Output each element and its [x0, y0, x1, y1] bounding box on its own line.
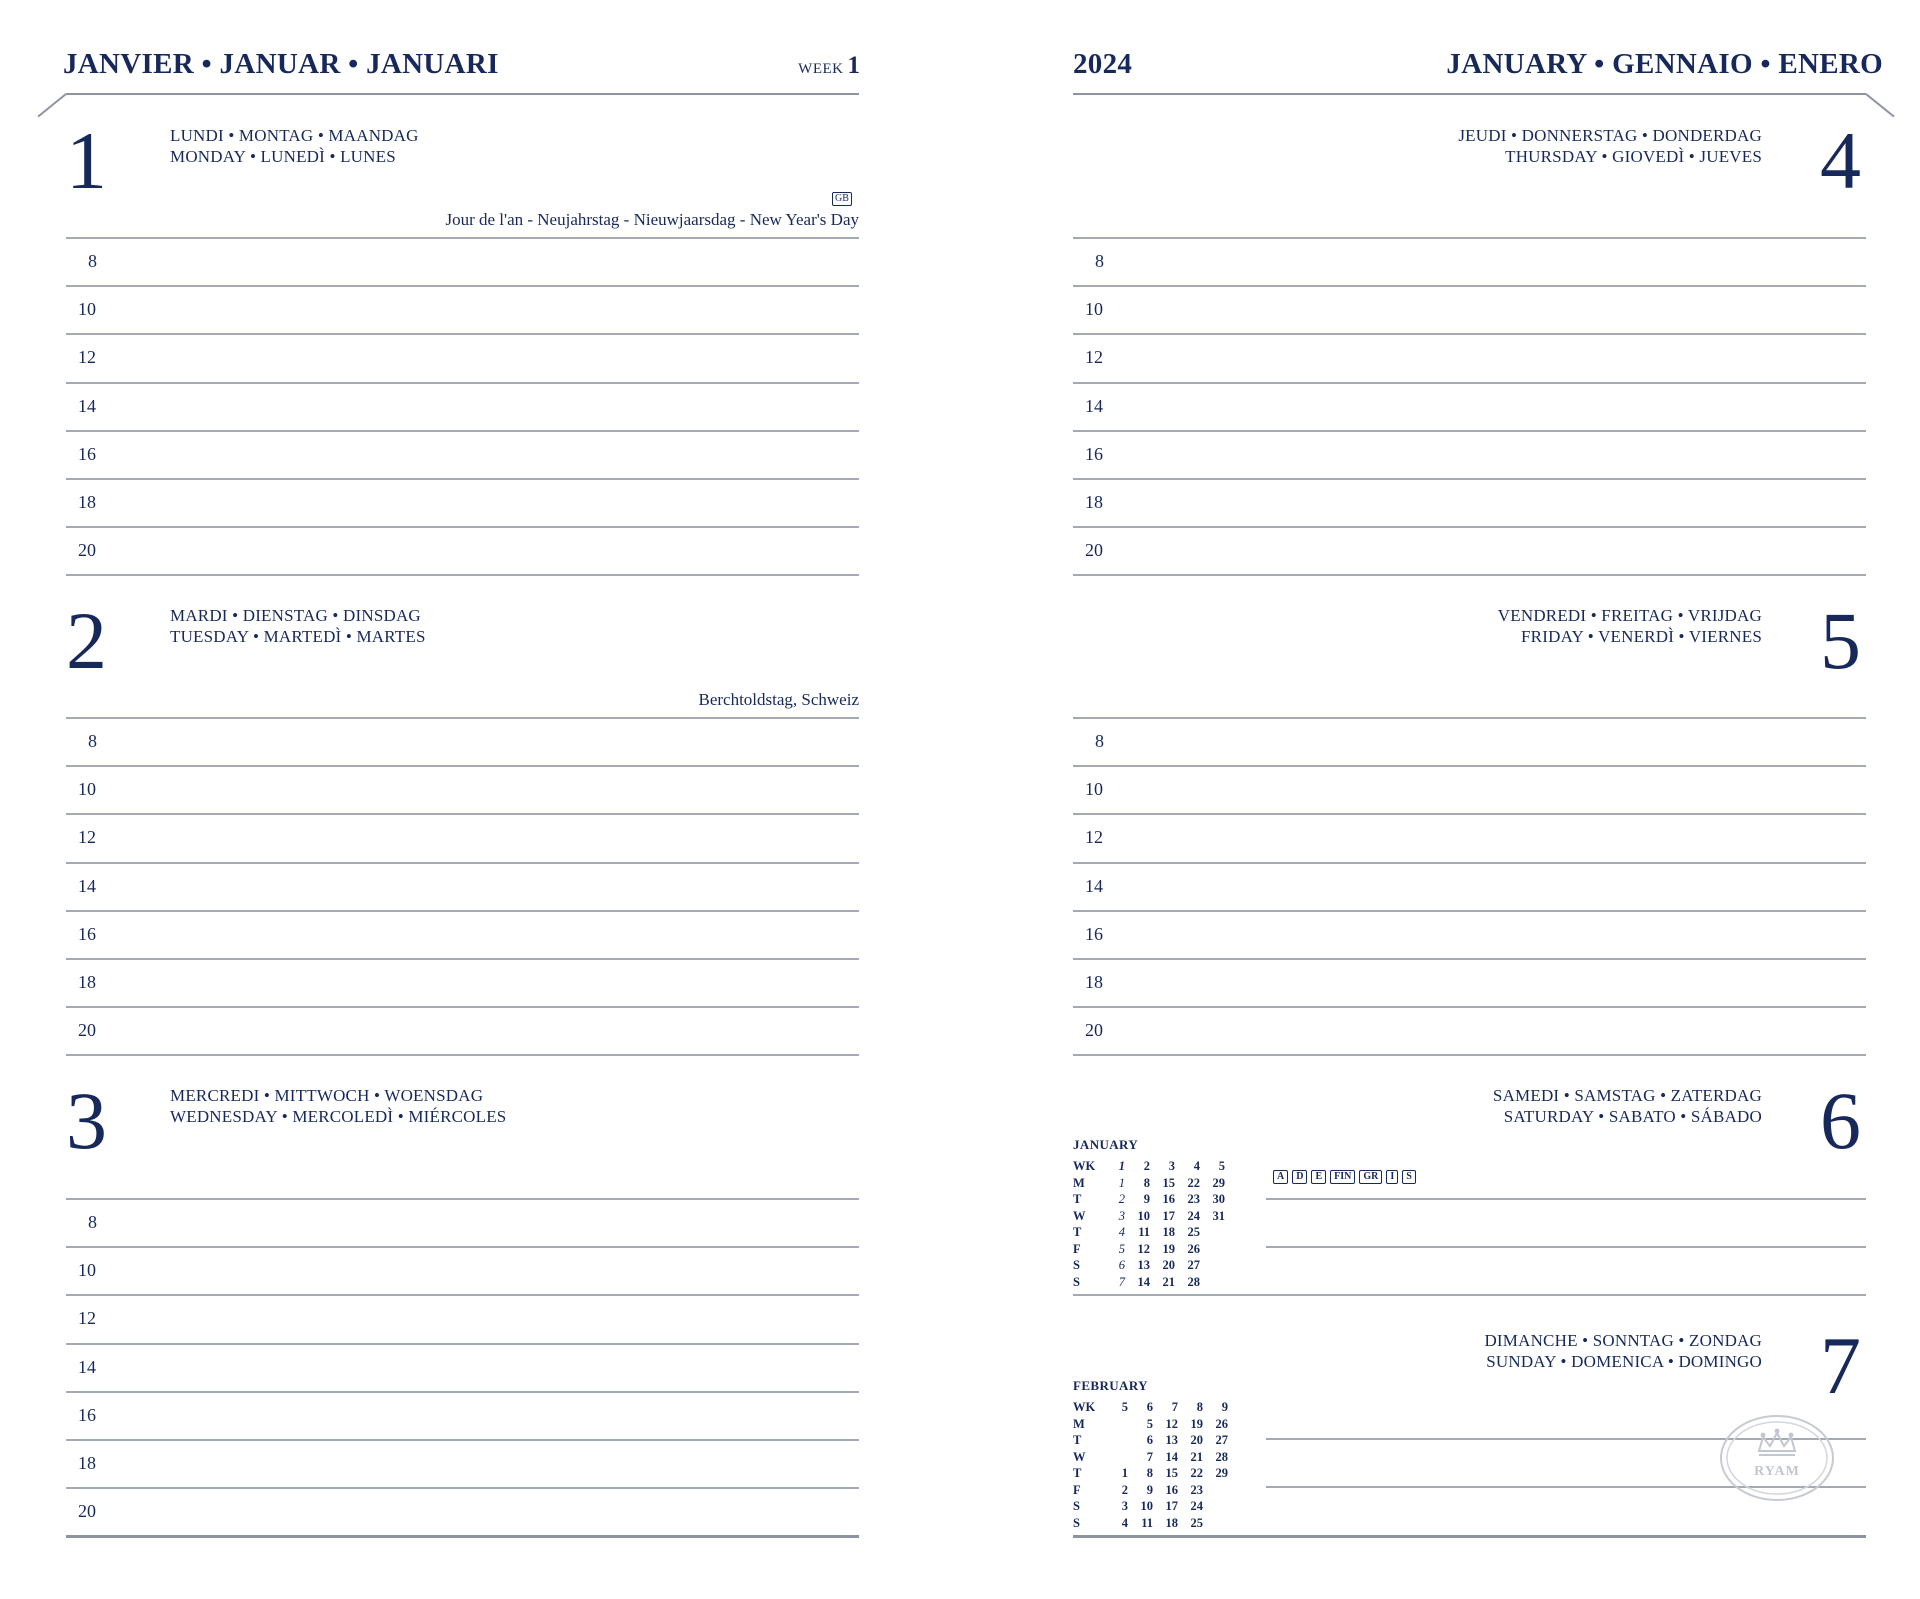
calendar-weekday: W [1073, 1449, 1086, 1464]
hour-label: 10 [78, 1260, 96, 1281]
calendar-date: 21 [1190, 1449, 1203, 1464]
holiday-country-badges [1273, 1170, 1416, 1184]
calendar-date: 19 [1190, 1416, 1203, 1431]
hour-line[interactable] [1073, 813, 1866, 815]
hour-label: 12 [78, 347, 96, 368]
day-names-line1: DIMANCHE • SONNTAG • ZONDAG [1484, 1331, 1762, 1350]
hour-label: 16 [78, 923, 96, 944]
calendar-date: 16 [1162, 1192, 1175, 1206]
hour-line[interactable] [66, 1343, 859, 1345]
calendar-weekday: S [1073, 1499, 1080, 1513]
day-names [1484, 1330, 1762, 1372]
hour-line[interactable] [66, 1294, 859, 1296]
hour-line [1073, 717, 1866, 719]
calendar-date: 8 [1143, 1175, 1150, 1190]
hour-line[interactable] [1073, 910, 1866, 912]
calendar-date: 11 [1141, 1515, 1153, 1530]
hour-label: 16 [1085, 443, 1103, 464]
hour-line[interactable] [1073, 526, 1866, 528]
hour-label: 8 [88, 251, 97, 271]
day-names-line2: MONDAY • LUNEDÌ • LUNES [170, 147, 396, 166]
calendar-date: 14 [1165, 1449, 1178, 1464]
day-number: 3 [66, 1075, 107, 1166]
calendar-date: 24 [1190, 1499, 1203, 1513]
calendar-week-number: 7 [1171, 1400, 1178, 1414]
hour-line[interactable] [66, 862, 859, 864]
hour-label: 8 [88, 731, 97, 751]
calendar-week-number: 1 [1118, 1159, 1125, 1173]
calendar-date: 1 [1118, 1175, 1125, 1190]
hour-label: 12 [78, 1308, 96, 1329]
hour-label: 20 [1085, 1020, 1103, 1041]
calendar-date: 23 [1190, 1482, 1203, 1497]
calendar-date [1203, 1498, 1228, 1515]
hour-label: 14 [78, 875, 96, 896]
day-names-line1: SAMEDI • SAMSTAG • ZATERDAG [1492, 1086, 1762, 1105]
writing-line [1266, 1246, 1866, 1248]
day-names [170, 1085, 506, 1127]
calendar-date [1103, 1432, 1128, 1449]
hour-label: 18 [1085, 972, 1103, 992]
calendar-wk-label: WK [1073, 1400, 1096, 1414]
calendar-date: 26 [1187, 1241, 1200, 1256]
mini-calendar-title: FEBRUARY [1073, 1378, 1148, 1393]
hour-line[interactable] [66, 333, 859, 335]
day-names-line1: JEUDI • DONNERSTAG • DONDERDAG [1458, 126, 1762, 145]
week-number: 1 [847, 52, 860, 79]
hour-line [66, 1198, 859, 1200]
hour-line[interactable] [1073, 862, 1866, 864]
hour-line [66, 237, 859, 239]
calendar-date: 17 [1165, 1499, 1178, 1513]
week-label: WEEK [798, 61, 844, 77]
right-bottom-rule [1073, 1535, 1866, 1538]
hour-label: 16 [78, 443, 96, 464]
calendar-week-number: 2 [1143, 1159, 1150, 1173]
hour-label: 8 [1095, 731, 1104, 751]
calendar-date: 23 [1187, 1192, 1200, 1206]
calendar-date [1203, 1515, 1228, 1532]
hour-label: 16 [1085, 923, 1103, 944]
hour-label: 12 [1085, 827, 1103, 848]
calendar-date [1203, 1482, 1228, 1499]
calendar-weekday: F [1073, 1482, 1081, 1497]
day-names-line1: MERCREDI • MITTWOCH • WOENSDAG [170, 1086, 484, 1105]
day-number: 4 [1820, 115, 1861, 206]
hour-label: 8 [88, 1212, 97, 1232]
hour-label: 18 [78, 1453, 96, 1473]
hour-label: 20 [1085, 540, 1103, 561]
calendar-date: 1 [1121, 1466, 1128, 1480]
calendar-date: 28 [1215, 1449, 1228, 1464]
calendar-week-number: 4 [1193, 1159, 1200, 1173]
hour-line[interactable] [1073, 478, 1866, 480]
calendar-week-number: 9 [1221, 1400, 1228, 1414]
calendar-date: 10 [1137, 1208, 1150, 1223]
calendar-date: 3 [1121, 1499, 1128, 1513]
hour-line[interactable] [1073, 382, 1866, 384]
hour-line[interactable] [66, 1054, 859, 1056]
calendar-date: 20 [1162, 1258, 1175, 1272]
calendar-wk-label: WK [1073, 1159, 1096, 1173]
day-names-line1: MARDI • DIENSTAG • DINSDAG [170, 606, 421, 625]
day-number: 2 [66, 595, 107, 686]
calendar-date: 2 [1121, 1482, 1128, 1497]
calendar-date: 27 [1215, 1433, 1228, 1447]
calendar-date: 29 [1215, 1466, 1228, 1480]
hour-label: 10 [1085, 299, 1103, 320]
day-number: 5 [1820, 595, 1861, 686]
calendar-date: 27 [1187, 1258, 1200, 1272]
hour-line[interactable] [66, 430, 859, 432]
calendar-date: 25 [1190, 1515, 1203, 1530]
left-corner-rule [37, 93, 66, 117]
mini-calendar-february [1073, 1378, 1228, 1531]
calendar-date: 18 [1162, 1225, 1175, 1239]
hour-label: 14 [1085, 875, 1103, 896]
right-corner-rule [1865, 93, 1894, 117]
hour-label: 10 [78, 779, 96, 800]
hour-line[interactable] [66, 526, 859, 528]
hour-label: 14 [78, 1356, 96, 1377]
calendar-date: 5 [1118, 1241, 1125, 1256]
hour-label: 18 [78, 972, 96, 992]
calendar-date: 10 [1140, 1499, 1153, 1513]
hour-line[interactable] [66, 1487, 859, 1489]
hour-label: 10 [78, 299, 96, 320]
hour-line[interactable] [1073, 285, 1866, 287]
calendar-date: 5 [1146, 1416, 1153, 1431]
hour-line [66, 717, 859, 719]
hour-label: 8 [1095, 251, 1104, 271]
calendar-weekday: W [1073, 1208, 1086, 1223]
calendar-date: 14 [1137, 1274, 1150, 1289]
calendar-date [1103, 1416, 1128, 1433]
calendar-date: 16 [1165, 1482, 1178, 1497]
hour-line[interactable] [66, 285, 859, 287]
hour-line[interactable] [66, 574, 859, 576]
calendar-date: 24 [1187, 1208, 1200, 1223]
right-page-title: JANUARY • GENNAIO • ENERO [1446, 48, 1883, 80]
hour-line[interactable] [1073, 958, 1866, 960]
hour-label: 14 [78, 395, 96, 416]
day-names-line2: WEDNESDAY • MERCOLEDÌ • MIÉRCOLES [170, 1107, 507, 1126]
calendar-date [1200, 1257, 1225, 1274]
day-names-line2: FRIDAY • VENERDÌ • VIERNES [1521, 627, 1762, 646]
country-badge: E [1311, 1170, 1326, 1184]
calendar-date: 15 [1165, 1466, 1178, 1480]
calendar-weekday: T [1073, 1466, 1082, 1480]
hour-label: 16 [78, 1404, 96, 1425]
calendar-week-number: 6 [1146, 1400, 1153, 1414]
hour-label: 20 [78, 1020, 96, 1041]
calendar-date: 31 [1212, 1208, 1225, 1223]
hour-line[interactable] [66, 478, 859, 480]
hour-line[interactable] [66, 910, 859, 912]
hour-line[interactable] [1073, 574, 1866, 576]
calendar-date [1200, 1274, 1225, 1291]
hour-line[interactable] [66, 1439, 859, 1441]
hour-line[interactable] [1073, 333, 1866, 335]
calendar-weekday: S [1073, 1515, 1080, 1530]
calendar-date [1200, 1241, 1225, 1258]
calendar-date: 28 [1187, 1274, 1200, 1289]
calendar-date: 13 [1165, 1433, 1178, 1447]
hour-line[interactable] [1073, 1054, 1866, 1056]
country-badge: S [1402, 1170, 1416, 1184]
hour-line[interactable] [66, 958, 859, 960]
day-names [1498, 605, 1762, 647]
country-badge: A [1273, 1170, 1288, 1184]
hour-line[interactable] [1073, 1006, 1866, 1008]
calendar-weekday: M [1073, 1416, 1085, 1431]
calendar-date: 13 [1137, 1258, 1150, 1272]
day-separator-line [1073, 1294, 1866, 1296]
calendar-week-number: 5 [1121, 1400, 1128, 1414]
calendar-date: 9 [1146, 1482, 1153, 1497]
hour-line[interactable] [1073, 765, 1866, 767]
mini-calendar-grid [1073, 1158, 1225, 1290]
left-page-title: JANVIER • JANUAR • JANUARI [63, 48, 499, 80]
calendar-week-number: 3 [1168, 1159, 1175, 1173]
logo-text: RYAM [1754, 1464, 1800, 1479]
calendar-week-number: 5 [1218, 1159, 1225, 1173]
year-title: 2024 [1073, 48, 1133, 80]
country-badge: GR [1359, 1170, 1382, 1184]
calendar-date: 8 [1146, 1466, 1153, 1480]
hour-label: 14 [1085, 395, 1103, 416]
hour-line[interactable] [66, 1246, 859, 1248]
calendar-weekday: M [1073, 1175, 1085, 1190]
hour-line[interactable] [66, 1006, 859, 1008]
calendar-date: 11 [1138, 1225, 1150, 1239]
calendar-date: 9 [1143, 1192, 1150, 1206]
calendar-date [1200, 1224, 1225, 1241]
country-badge: D [1292, 1170, 1307, 1184]
calendar-date: 6 [1118, 1258, 1125, 1272]
calendar-week-number: 8 [1196, 1400, 1203, 1414]
calendar-date: 7 [1118, 1274, 1125, 1289]
calendar-date: 29 [1212, 1175, 1225, 1190]
calendar-date: 19 [1162, 1241, 1175, 1256]
hour-label: 10 [1085, 779, 1103, 800]
calendar-date: 4 [1121, 1515, 1128, 1530]
day-number: 6 [1820, 1075, 1861, 1166]
calendar-weekday: F [1073, 1241, 1081, 1256]
day-names-line1: VENDREDI • FREITAG • VRIJDAG [1497, 606, 1762, 625]
calendar-weekday: S [1073, 1258, 1080, 1272]
calendar-weekday: T [1073, 1225, 1082, 1239]
left-bottom-rule [66, 1535, 859, 1538]
hour-line[interactable] [66, 382, 859, 384]
calendar-date: 17 [1162, 1208, 1175, 1223]
calendar-date [1103, 1449, 1128, 1466]
country-badge: GB [832, 192, 852, 206]
calendar-date: 22 [1187, 1175, 1200, 1190]
calendar-date: 30 [1212, 1192, 1225, 1206]
country-badge: FIN [1330, 1170, 1355, 1184]
calendar-date: 22 [1190, 1466, 1203, 1480]
calendar-date: 12 [1165, 1416, 1178, 1431]
hour-line[interactable] [66, 813, 859, 815]
hour-label: 12 [78, 827, 96, 848]
day-names [1493, 1085, 1762, 1127]
day-number: 7 [1820, 1320, 1861, 1411]
left-header-rule [66, 93, 859, 95]
holiday-label: Jour de l'an - Neujahrstag - Nieuwjaarsdag - New Year's Day [445, 210, 859, 229]
calendar-date: 15 [1162, 1175, 1175, 1190]
hour-label: 20 [78, 540, 96, 561]
holiday-label: Berchtoldstag, Schweiz [698, 690, 859, 709]
day-names [170, 605, 426, 647]
calendar-date: 6 [1146, 1433, 1153, 1447]
day-names-line2: THURSDAY • GIOVEDÌ • JUEVES [1505, 147, 1762, 166]
day-names-line2: TUESDAY • MARTEDÌ • MARTES [170, 627, 426, 646]
calendar-weekday: T [1073, 1433, 1082, 1447]
calendar-date: 12 [1137, 1241, 1150, 1256]
calendar-date: 2 [1118, 1192, 1125, 1206]
day-names-line2: SATURDAY • SABATO • SÁBADO [1503, 1107, 1762, 1126]
right-header-rule [1073, 93, 1866, 95]
day-names [170, 125, 419, 167]
hour-label: 18 [1085, 492, 1103, 512]
day-names [1458, 125, 1762, 167]
hour-label: 12 [1085, 347, 1103, 368]
calendar-weekday: S [1073, 1274, 1080, 1289]
country-badge: I [1386, 1170, 1398, 1184]
hour-line [1073, 237, 1866, 239]
week-indicator [798, 52, 860, 80]
calendar-date: 4 [1118, 1225, 1125, 1239]
mini-calendar-title: JANUARY [1073, 1137, 1139, 1152]
day-names-line2: SUNDAY • DOMENICA • DOMINGO [1486, 1352, 1762, 1371]
calendar-date: 7 [1146, 1449, 1153, 1464]
hour-label: 20 [78, 1501, 96, 1522]
hour-line[interactable] [66, 765, 859, 767]
calendar-date: 20 [1190, 1433, 1203, 1447]
day-number: 1 [66, 115, 107, 206]
writing-line [1266, 1198, 1866, 1200]
mini-calendar-grid [1073, 1399, 1228, 1531]
calendar-date: 25 [1187, 1225, 1200, 1239]
crown-icon [1718, 1413, 1836, 1508]
calendar-date: 26 [1215, 1416, 1228, 1431]
calendar-weekday: T [1073, 1192, 1082, 1206]
day-names-line1: LUNDI • MONTAG • MAANDAG [170, 126, 419, 145]
hour-line[interactable] [1073, 430, 1866, 432]
mini-calendar-january [1073, 1137, 1225, 1290]
calendar-date: 18 [1165, 1515, 1178, 1530]
hour-line[interactable] [66, 1391, 859, 1393]
calendar-date: 3 [1118, 1208, 1125, 1223]
hour-label: 18 [78, 492, 96, 512]
calendar-date: 21 [1162, 1274, 1175, 1289]
